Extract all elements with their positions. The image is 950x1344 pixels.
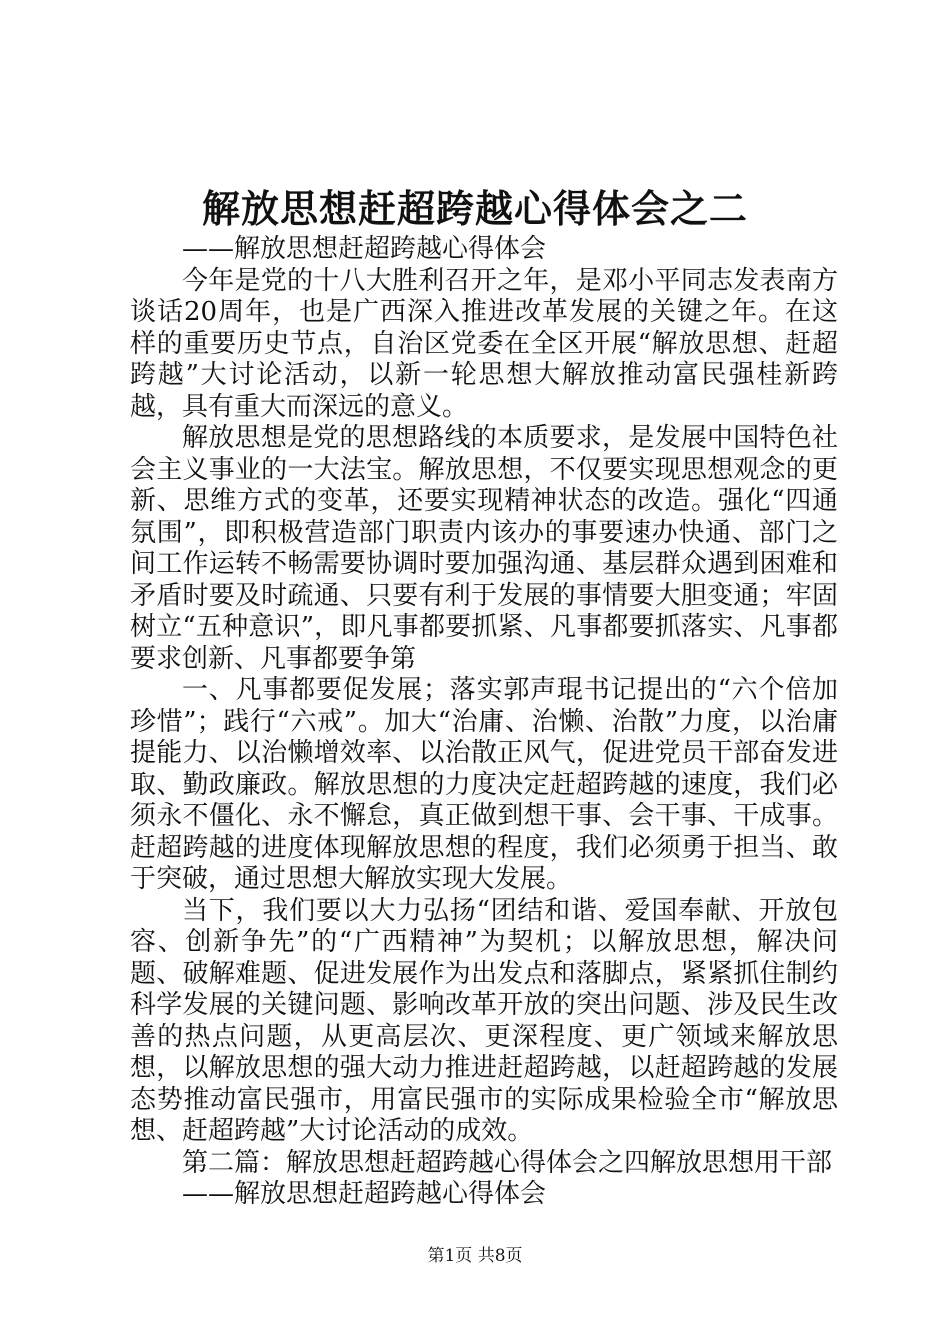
paragraph-4: 当下，我们要以大力弘扬“团结和谐、爱国奉献、开放包容、创新争先”的“广西精神”为契机；以解放思想，解决问题、破解难题、促进发展作为出发点和落脚点，紧紧抓住制约科学发展的关键问题、影响改革开放的突出问题、涉及民生改善的热点问题，从更高层次、更深程度、更广领域来解放思想，以解放思想的强大动力推进赶超跨越，以赶超跨越的发展态势推动富民强市，用富民强市的实际成果检验全市“解放思想、赶超跨越”大讨论活动的成效。 (130, 895, 838, 1146)
document-title: 解放思想赶超跨越心得体会之二 (201, 186, 748, 231)
paragraph-3: 一、凡事都要促发展；落实郭声琨书记提出的“六个倍加珍惜”；践行“六戒”。加大“治庸、治懒、治散”力度，以治庸提能力、以治懒增效率、以治散正风气，促进党员干部奋发进取、勤政廉政。解放思想的力度决定赶超跨越的速度，我们必须永不僵化、永不懈怠，真正做到想干事、会干事、干成事。赶超跨越的进度体现解放思想的程度，我们必须勇于担当、敢于突破，通过思想大解放实现大发展。 (130, 675, 838, 894)
paragraph-2: 解放思想是党的思想路线的本质要求，是发展中国特色社会主义事业的一大法宝。解放思想，不仅要实现思想观念的更新、思维方式的变革，还要实现精神状态的改造。强化“四通氛围”，即积极营造部门职责内该办的事要速办快通、部门之间工作运转不畅需要协调时要加强沟通、基层群众遇到困难和矛盾时要及时疏通、只要有利于发展的事情要大胆变通；牢固树立“五种意识”，即凡事都要抓紧、凡事都要抓落实、凡事都要求创新、凡事都要争第 (130, 423, 838, 674)
page-footer: 第1页 共8页 (427, 1246, 523, 1266)
document-body (130, 234, 838, 1211)
subtitle-line: ——解放思想赶超跨越心得体会 (182, 234, 547, 264)
section-subtitle: ——解放思想赶超跨越心得体会 (182, 1179, 547, 1209)
section-heading: 第二篇：解放思想赶超跨越心得体会之四解放思想用干部 (182, 1147, 833, 1178)
paragraph-1: 今年是党的十八大胜利召开之年，是邓小平同志发表南方谈话20周年，也是广西深入推进改革发展的关键之年。在这样的重要历史节点，自治区党委在全区开展“解放思想、赶超跨越”大讨论活动，以新一轮思想大解放推动富民强桂新跨越，具有重大而深远的意义。 (130, 265, 838, 422)
